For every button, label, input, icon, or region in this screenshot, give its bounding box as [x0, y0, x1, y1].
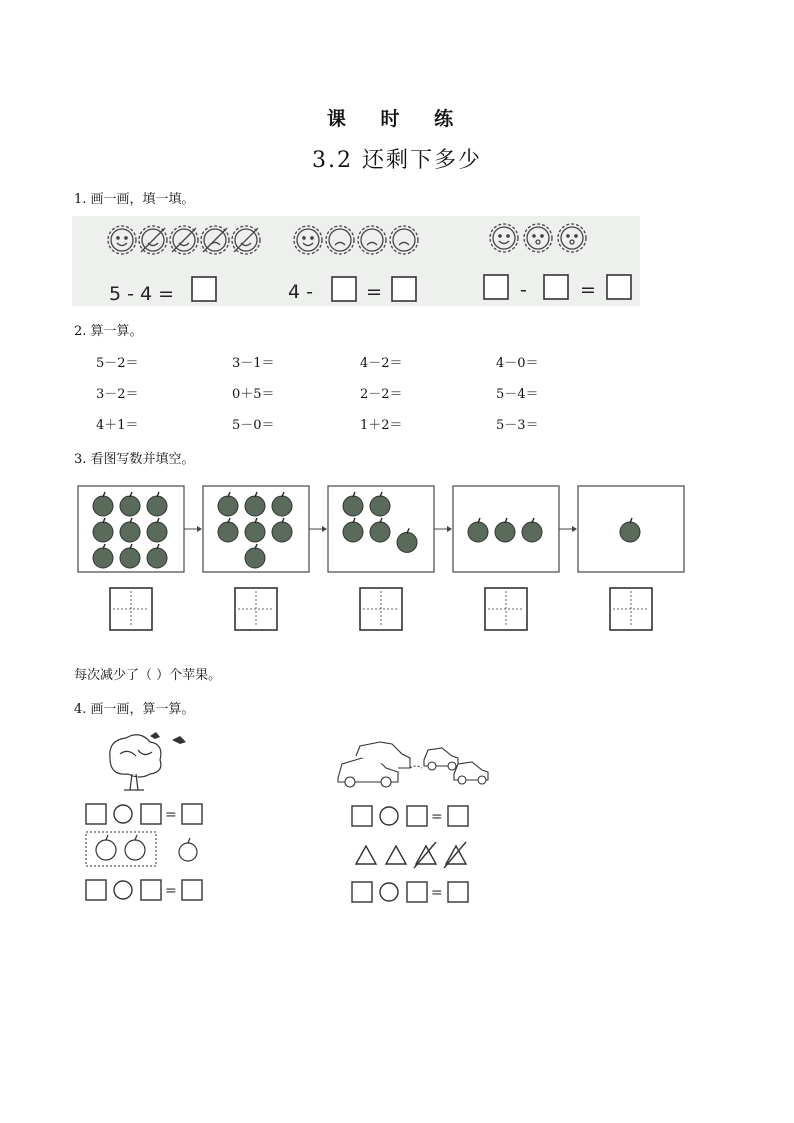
q4-right-box-1[interactable]: [352, 806, 372, 826]
q4-equals-1: =: [165, 807, 177, 823]
exercise-item: 5－3＝: [496, 418, 539, 433]
q3-answer-box[interactable]: [610, 588, 652, 630]
q4-left-box-6[interactable]: [182, 880, 202, 900]
q4-right-box-6[interactable]: [448, 882, 468, 902]
exercise-item: 5－2＝: [96, 356, 139, 371]
flower-group-1: [108, 226, 260, 254]
exercise-item: 4＋1＝: [96, 418, 139, 433]
q4-figure: [80, 728, 500, 908]
q4-left-operator-circle-2[interactable]: [114, 881, 132, 899]
q1-answer-box-2[interactable]: [332, 277, 356, 301]
q1-minus-3: -: [520, 279, 527, 301]
q4-left-box-3[interactable]: [182, 804, 202, 824]
q4-right-box-3[interactable]: [448, 806, 468, 826]
exercise-item: 3－2＝: [96, 387, 139, 402]
q4-right-box-2[interactable]: [407, 806, 427, 826]
q3-answer-box[interactable]: [485, 588, 527, 630]
flower-group-3: [490, 224, 586, 252]
exercise-item: 2－2＝: [360, 387, 403, 402]
q1-equation-2: 4 -: [288, 281, 313, 303]
exercise-item: 1＋2＝: [360, 418, 403, 433]
q1-equation-1: 5 - 4 =: [109, 283, 175, 305]
arrow-icon: [184, 526, 202, 532]
question-2-label: 2. 算一算。: [74, 324, 143, 339]
q4-equals-4: =: [431, 885, 443, 901]
car-icon: [338, 742, 488, 787]
q3-answer-box[interactable]: [110, 588, 152, 630]
q3-apple-sequence-figure: [70, 480, 690, 640]
lesson-subtitle: 3.2 还剩下多少: [312, 148, 482, 173]
page-title: 课 时 练: [326, 108, 468, 130]
exercise-item: 5－0＝: [232, 418, 275, 433]
q4-equals-3: =: [431, 809, 443, 825]
q4-right-operator-circle-1[interactable]: [380, 807, 398, 825]
question-4-label: 4. 画一画，算一算。: [74, 702, 195, 717]
q1-answer-box-1[interactable]: [192, 277, 216, 301]
q4-left-box-4[interactable]: [86, 880, 106, 900]
q1-equals-3: =: [580, 279, 596, 301]
q3-answer-box[interactable]: [360, 588, 402, 630]
q1-answer-box-6[interactable]: [607, 275, 631, 299]
q1-flowers-figure: [72, 216, 640, 306]
q4-left-box-2[interactable]: [141, 804, 161, 824]
q1-equals-2: =: [366, 281, 382, 303]
bird-icon: [150, 732, 186, 744]
q3-answer-box[interactable]: [235, 588, 277, 630]
arrow-icon: [559, 526, 577, 532]
q4-equals-2: =: [165, 883, 177, 899]
exercise-item: 3－1＝: [232, 356, 275, 371]
q3-fill-sentence: 每次减少了（ ）个苹果。: [74, 668, 222, 683]
q1-answer-box-4[interactable]: [484, 275, 508, 299]
arrow-icon: [434, 526, 452, 532]
question-3-label: 3. 看图写数并填空。: [74, 452, 195, 467]
q4-right-box-4[interactable]: [352, 882, 372, 902]
exercise-item: 4－2＝: [360, 356, 403, 371]
tree-icon: [110, 735, 161, 790]
arrow-icon: [309, 526, 327, 532]
exercise-item: 5－4＝: [496, 387, 539, 402]
apple-outline-icons: [96, 835, 197, 861]
exercise-item: 4－0＝: [496, 356, 539, 371]
triangle-icons: [356, 842, 466, 868]
exercise-item: 0＋5＝: [232, 387, 275, 402]
q4-right-box-5[interactable]: [407, 882, 427, 902]
q4-left-box-5[interactable]: [141, 880, 161, 900]
q1-picture-panel: [72, 216, 640, 306]
q4-left-box-1[interactable]: [86, 804, 106, 824]
question-1-label: 1. 画一画，填一填。: [74, 192, 195, 207]
q4-right-operator-circle-2[interactable]: [380, 883, 398, 901]
q1-answer-box-5[interactable]: [544, 275, 568, 299]
q4-left-operator-circle-1[interactable]: [114, 805, 132, 823]
q1-answer-box-3[interactable]: [392, 277, 416, 301]
flower-group-2: [294, 226, 418, 254]
